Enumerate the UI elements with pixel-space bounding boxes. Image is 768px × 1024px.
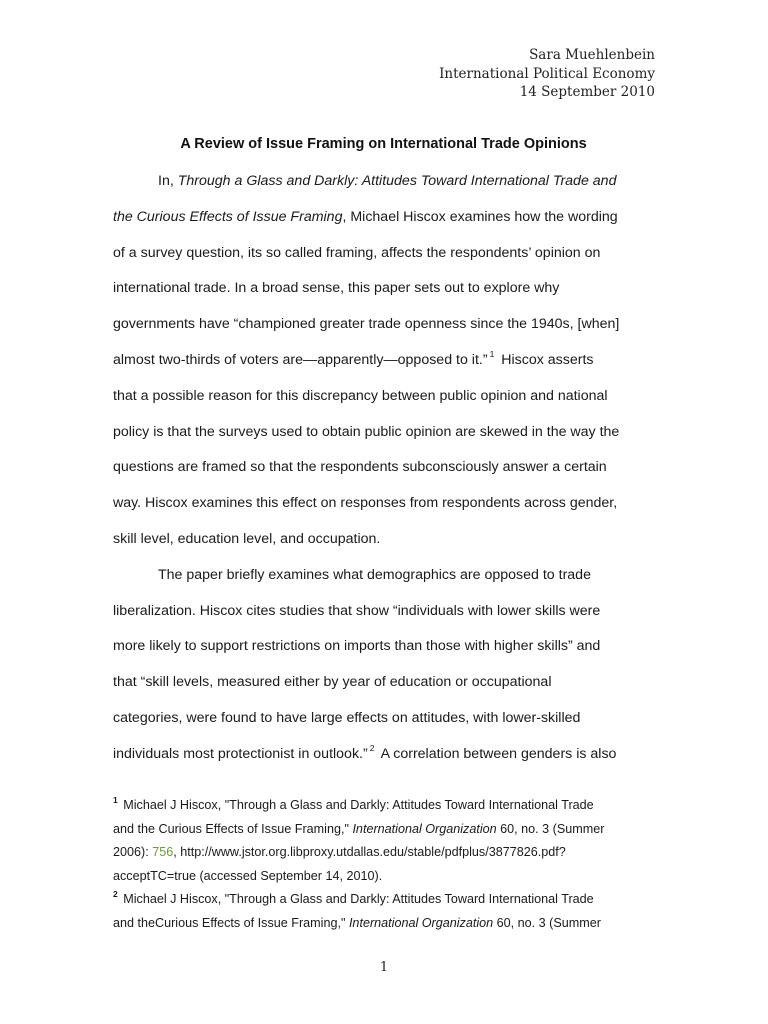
author-name: Sara Muehlenbein <box>529 47 655 63</box>
text-run: almost two-thirds of voters are—apparently—opposed to it.” <box>113 351 488 368</box>
body-line <box>113 737 658 773</box>
footnotes <box>113 794 658 936</box>
text-run: Hiscox asserts <box>497 351 594 368</box>
footnote-reference-1[interactable]: 1 <box>489 349 495 360</box>
body-line: more likely to support restrictions on imports than those with higher skills” and <box>113 638 601 655</box>
body-text <box>113 164 658 773</box>
text-run: Michael J Hiscox, "Through a Glass and Darkly: Attitudes Toward International Trade <box>123 798 594 812</box>
italic-title-run: Through a Glass and Darkly: Attitudes Toward International Trade and <box>177 173 617 189</box>
footnote-2 <box>113 888 658 912</box>
text-run: and the Curious Effects of Issue Framing," <box>113 821 353 836</box>
body-line <box>113 200 658 236</box>
body-line: that a possible reason for this discrepancy between public opinion and national <box>113 387 608 404</box>
body-line: categories, were found to have large effects on attitudes, with lower-skilled <box>113 709 581 726</box>
body-line: questions are framed so that the respondents subconsciously answer a certain <box>113 459 607 476</box>
body-line: liberalization. Hiscox cites studies that show “individuals with lower skills were <box>113 602 601 619</box>
body-line <box>113 343 658 379</box>
footnote-reference-2[interactable]: 2 <box>369 743 375 754</box>
body-line: The paper briefly examines what demographics are opposed to trade <box>158 566 591 583</box>
text-run: 60, no. 3 (Summer <box>493 915 601 930</box>
text-run: , http://www.jstor.org.libproxy.utdallas.edu/stable/pdfplus/3877826.pdf? <box>173 845 566 860</box>
body-line: skill level, education level, and occupation. <box>113 530 381 547</box>
text-run: , Michael Hiscox examines how the wording <box>342 208 618 225</box>
footnote-line <box>113 841 658 865</box>
page-number: 1 <box>379 960 389 975</box>
footnote-line: acceptTC=true (accessed September 14, 2010). <box>113 868 383 883</box>
text-run: and theCurious Effects of Issue Framing," <box>113 915 349 930</box>
body-line <box>113 164 658 200</box>
journal-name: International Organization <box>352 821 497 836</box>
body-line: governments have “championed greater trade openness since the 1940s, [when] <box>113 316 620 333</box>
footnote-number: 1 <box>113 794 118 805</box>
text-run: 60, no. 3 (Summer <box>496 821 605 836</box>
body-line: policy is that the surveys used to obtain public opinion are skewed in the way the <box>113 423 620 440</box>
footnote-line <box>113 912 658 936</box>
text-run: 2006): <box>113 845 153 860</box>
page-link[interactable]: 756 <box>152 845 174 860</box>
text-run: A correlation between genders is also <box>377 745 617 762</box>
italic-title-run: the Curious Effects of Issue Framing <box>113 208 343 225</box>
header-block <box>439 46 655 102</box>
course-name: International Political Economy <box>439 65 655 82</box>
journal-name: International Organization <box>348 915 494 930</box>
text-run: In, <box>158 173 178 189</box>
body-line: way. Hiscox examines this effect on responses from respondents across gender, <box>113 495 618 512</box>
text-run: individuals most protectionist in outlook.” <box>113 745 368 762</box>
footnote-line <box>113 818 658 842</box>
document-date: 14 September 2010 <box>519 84 655 100</box>
text-run: Michael J Hiscox, "Through a Glass and Darkly: Attitudes Toward International Trade <box>123 892 594 907</box>
footnote-1 <box>113 794 658 818</box>
document-title: A Review of Issue Framing on International Trade Opinions <box>180 136 587 152</box>
body-line: international trade. In a broad sense, this paper sets out to explore why <box>113 280 560 297</box>
body-line: of a survey question, its so called framing, affects the respondents’ opinion on <box>113 244 601 261</box>
body-line: that “skill levels, measured either by year of education or occupational <box>113 674 552 691</box>
footnote-number: 2 <box>113 889 118 900</box>
